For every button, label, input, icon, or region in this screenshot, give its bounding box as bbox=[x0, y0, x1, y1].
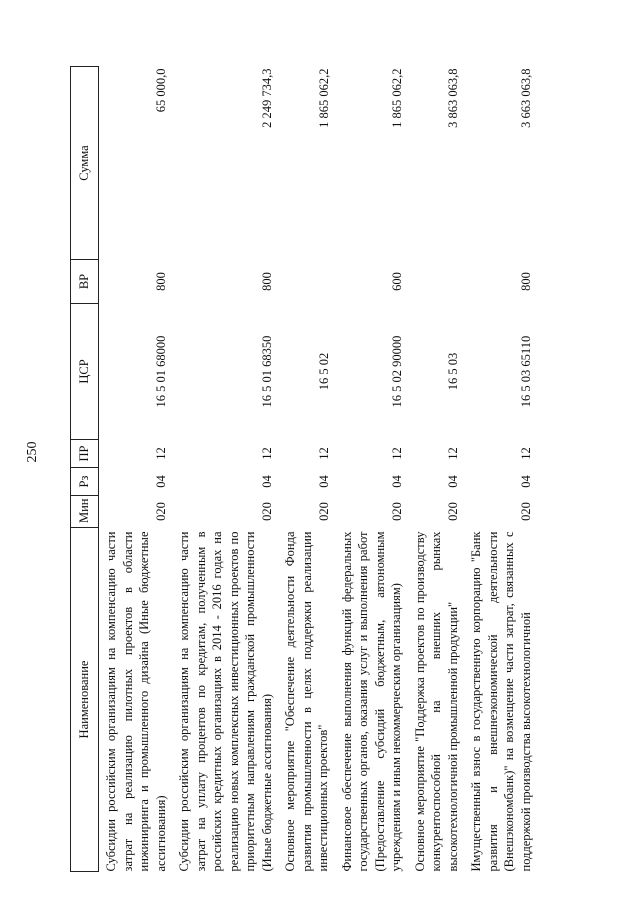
row-rz: 04 bbox=[260, 475, 274, 488]
header-min: Мин bbox=[71, 496, 99, 528]
table-row bbox=[172, 67, 278, 872]
row-min: 020 bbox=[446, 502, 460, 521]
row-min: 020 bbox=[519, 502, 533, 521]
row-pr: 12 bbox=[446, 447, 460, 460]
table-row bbox=[464, 67, 537, 872]
row-min: 020 bbox=[389, 502, 404, 521]
row-sum: 3 663 063,8 bbox=[519, 68, 533, 128]
budget-table-page bbox=[70, 67, 598, 872]
row-vr bbox=[278, 260, 335, 304]
header-sum: Сумма bbox=[71, 67, 99, 260]
row-vr: 600 bbox=[389, 272, 404, 291]
header-pr: ПР bbox=[71, 440, 99, 468]
row-pr: 12 bbox=[316, 447, 331, 460]
table-row bbox=[99, 67, 173, 872]
row-csr: 16 5 03 65110 bbox=[519, 335, 533, 408]
row-rz: 04 bbox=[154, 475, 168, 488]
row-pr: 12 bbox=[154, 447, 168, 460]
row-name: Основное мероприятие "Поддержка проектов по производству конкурентоспособной на внешних рынках высокотехнологичной промышленной продукции" bbox=[412, 531, 460, 872]
row-min: 020 bbox=[260, 502, 274, 521]
row-vr: 800 bbox=[154, 272, 168, 291]
header-rz: Рз bbox=[71, 468, 99, 496]
header-vr: ВР bbox=[71, 260, 99, 304]
row-sum: 1 865 062,2 bbox=[316, 68, 331, 128]
row-sum: 3 863 063,8 bbox=[446, 68, 460, 128]
header-csr: ЦСР bbox=[71, 304, 99, 440]
row-sum: 2 249 734,3 bbox=[260, 68, 274, 128]
row-name: Финансовое обеспечение выполнения функций федеральных государственных органов, оказания услуг и выполнения работ (Предоставление субсидий бюджетным, автономным учреждениям и иным некоммерческим организациям) bbox=[339, 531, 403, 872]
row-rz: 04 bbox=[446, 475, 460, 488]
row-csr: 16 5 02 90000 bbox=[389, 335, 404, 408]
row-csr: 16 5 02 bbox=[316, 352, 331, 391]
table-row bbox=[278, 67, 335, 872]
row-csr: 16 5 01 68000 bbox=[154, 335, 168, 408]
row-name: Субсидии российским организациям на компенсацию части затрат на уплату процентов по кредитам, полученным в российских кредитных организациях в 2014 - 2016 годах на реализацию новых комплексных инвестиционных проектов по приоритетным направлениям гражданской промышленности (Иные бюджетные ассигнования) bbox=[177, 531, 274, 872]
page-number: 250 bbox=[25, 441, 40, 463]
row-csr: 16 5 03 bbox=[446, 352, 460, 391]
row-pr: 12 bbox=[260, 447, 274, 460]
table-row bbox=[408, 67, 465, 872]
row-sum: 65 000,0 bbox=[154, 68, 168, 113]
row-rz: 04 bbox=[316, 475, 331, 488]
budget-table bbox=[70, 66, 537, 872]
header-name: Наименование bbox=[71, 528, 99, 872]
row-min: 020 bbox=[316, 502, 331, 521]
row-name: Субсидии российским организациям на компенсацию части затрат на реализацию пилотных проектов в области инжиниринга и промышленного дизайна (Иные бюджетные ассигнования) bbox=[104, 531, 168, 872]
row-csr: 16 5 01 68350 bbox=[260, 335, 274, 408]
row-rz: 04 bbox=[389, 475, 404, 488]
row-vr: 800 bbox=[519, 272, 533, 291]
row-vr: 800 bbox=[260, 272, 274, 291]
row-sum: 1 865 062,2 bbox=[389, 68, 404, 128]
row-pr: 12 bbox=[389, 447, 404, 460]
table-row bbox=[335, 67, 408, 872]
row-name: Имущественный взнос в государственную корпорацию "Банк развития и внешнеэкономической деятельности (Внешэкономбанк)" на возмещение части затрат, связанных с поддержкой производства высокотехнологичной bbox=[469, 531, 533, 872]
table-header bbox=[71, 67, 99, 872]
row-pr: 12 bbox=[519, 447, 533, 460]
row-rz: 04 bbox=[519, 475, 533, 488]
row-vr bbox=[408, 260, 465, 304]
row-min: 020 bbox=[154, 502, 168, 521]
row-name: Основное мероприятие "Обеспечение деятельности Фонда развития промышленности в целях поддержки реализации инвестиционных проектов" bbox=[283, 531, 330, 872]
